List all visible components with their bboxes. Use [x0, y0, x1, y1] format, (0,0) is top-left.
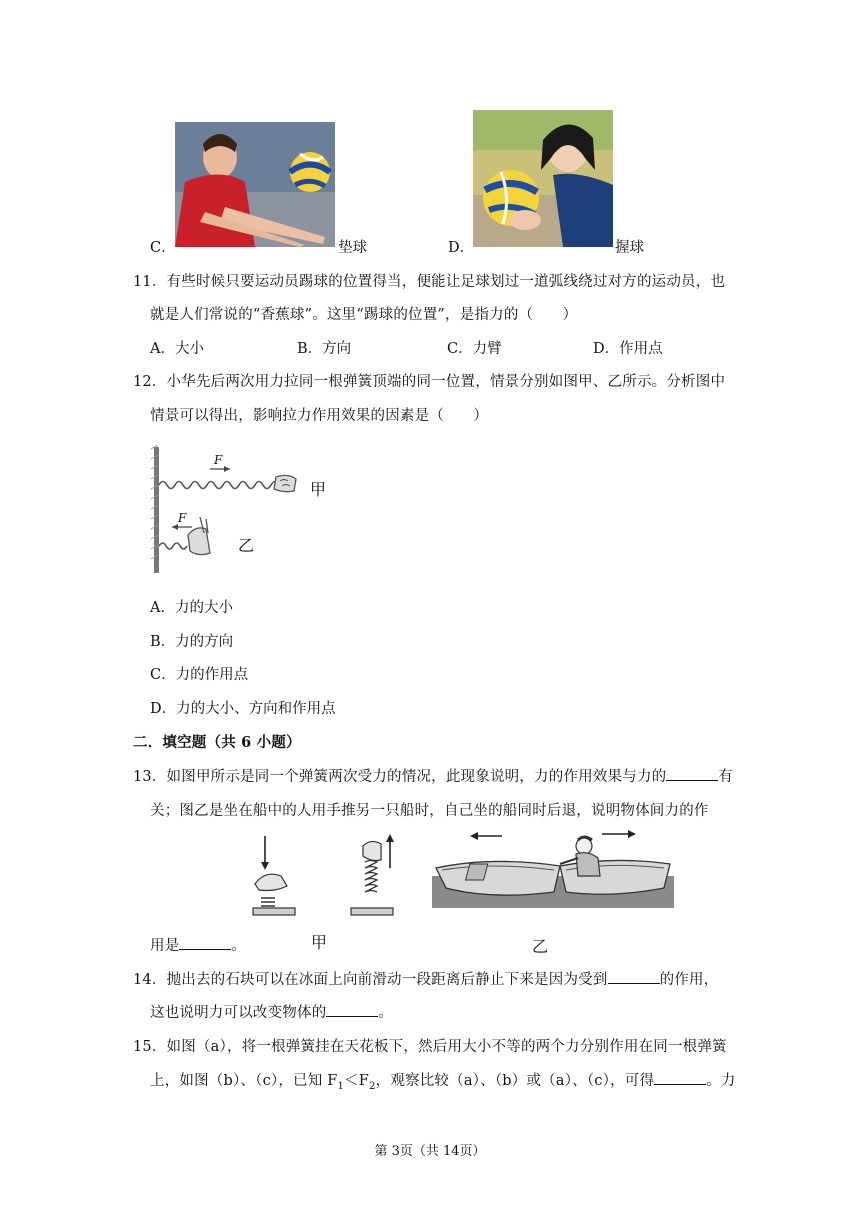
- q13-blank-2[interactable]: [179, 935, 231, 950]
- q14-stem-line2: [150, 1001, 393, 1022]
- q15-stem-line2: [150, 1069, 736, 1092]
- q11-stem-line2: 就是人们常说的“香蕉球”。这里“踢球的位置”，是指力的（ ）: [150, 307, 578, 323]
- q12-option-b: B．力的方向: [150, 634, 234, 650]
- q12-option-d: D．力的大小、方向和作用点: [150, 701, 336, 717]
- q13-blank-1[interactable]: [666, 766, 718, 781]
- q12-spring-figure: [148, 445, 338, 575]
- q13-text-3a: 用是: [150, 938, 180, 954]
- q13-figure-label-jia: 甲: [311, 933, 328, 952]
- photo-volleyball-hold: [473, 110, 613, 247]
- q12-stem-line2: 情景可以得出，影响拉力作用效果的因素是（ ）: [150, 408, 489, 424]
- q14-blank-1[interactable]: [608, 969, 660, 984]
- q15-text-2a: 上，如图（b）、（c），已知 F: [150, 1073, 338, 1089]
- q12-option-c: C．力的作用点: [150, 667, 249, 683]
- q15-text-lt: ＜F: [344, 1073, 370, 1089]
- q10-option-c-letter: C．: [150, 240, 176, 256]
- q15-blank-1[interactable]: [654, 1070, 706, 1085]
- q14-text-2b: 。: [378, 1005, 394, 1021]
- q11-option-a: A．大小: [150, 341, 204, 357]
- q12-force-label-top: F: [214, 453, 223, 467]
- q13-stem-line1: [133, 765, 733, 786]
- q14-stem-line1: [133, 968, 718, 989]
- q10-option-d-letter: D．: [448, 240, 475, 256]
- q11-option-c: C．力臂: [447, 341, 502, 357]
- q13-stem-line3: [150, 934, 246, 955]
- q10-option-c-caption: 垫球: [338, 240, 367, 256]
- q12-figure-label-yi: 乙: [238, 536, 255, 555]
- q13-figure-jia-springs: [245, 832, 420, 927]
- q12-figure-label-jia: 甲: [310, 480, 327, 499]
- q12-force-label-bottom: F: [178, 511, 187, 525]
- q15-stem-line1: 15．如图（a），将一根弹簧挂在天花板下，然后用大小不等的两个力分别作用在同一根弹簧: [133, 1039, 727, 1055]
- q15-text-2b: ，观察比较（a）、（b）或（a）、（c），可得: [375, 1073, 655, 1089]
- q11-option-d: D．作用点: [593, 341, 663, 357]
- q13-text-1a: 13．如图甲所示是同一个弹簧两次受力的情况，此现象说明，力的作用效果与力的: [133, 769, 667, 785]
- q12-option-a: A．力的大小: [150, 600, 233, 616]
- q15-text-2c: 。力: [706, 1073, 736, 1089]
- q11-stem-line1: 11．有些时候只要运动员踢球的位置得当，便能让足球划过一道弧线绕过对方的运动员，也: [133, 274, 726, 290]
- q14-text-1a: 14．抛出去的石块可以在冰面上向前滑动一段距离后静止下来是因为受到: [133, 972, 608, 988]
- page-footer: 第 3页（共 14页）: [374, 1144, 486, 1159]
- q10-option-d-caption: 握球: [615, 240, 644, 256]
- q14-blank-2[interactable]: [326, 1002, 378, 1017]
- q12-stem-line1: 12．小华先后两次用力拉同一根弹簧顶端的同一位置，情景分别如图甲、乙所示。分析图中: [133, 374, 726, 390]
- q13-text-3b: 。: [231, 938, 247, 954]
- photo-volleyball-dig: [175, 122, 335, 247]
- section-fill-in-heading: 二．填空题（共 6 小题）: [133, 734, 301, 751]
- q13-text-1b: 有: [718, 769, 734, 785]
- q13-figure-yi-boats: [432, 826, 674, 908]
- q15-sub-1: 1: [337, 1080, 345, 1092]
- q14-text-1b: 的作用，: [659, 972, 719, 988]
- q13-stem-line2: 关；图乙是坐在船中的人用手推另一只船时，自己坐的船同时后退，说明物体间力的作: [150, 803, 709, 819]
- q15-sub-2: 2: [369, 1080, 376, 1092]
- q13-figure-label-yi: 乙: [532, 937, 549, 956]
- q14-text-2a: 这也说明力可以改变物体的: [150, 1005, 327, 1021]
- q11-option-b: B．方向: [297, 341, 352, 357]
